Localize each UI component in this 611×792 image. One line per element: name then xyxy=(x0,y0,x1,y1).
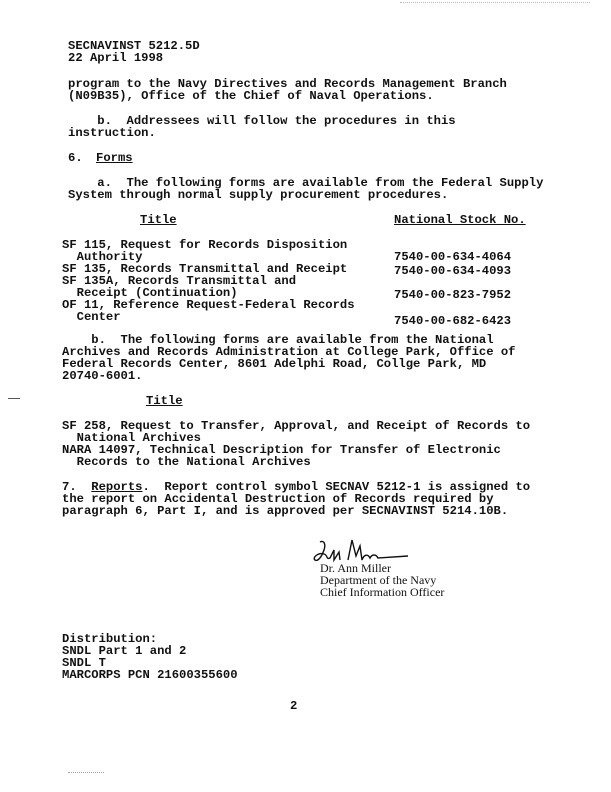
section-6b-line-4: 20740-6001. xyxy=(62,369,143,383)
table-a-title-header: Title xyxy=(140,213,177,227)
signer-name: Dr. Ann Miller xyxy=(320,561,391,575)
table-a-row-nsn: 7540-00-823-7952 xyxy=(394,288,512,302)
para-b-line-2: instruction. xyxy=(68,126,156,140)
intro-line-2: (N09B35), Office of the Chief of Naval Operations. xyxy=(68,89,434,103)
table-a-row-title-cont: Receipt (Continuation) xyxy=(62,286,238,300)
section-7-number: 7. xyxy=(62,480,77,494)
scan-mark-top xyxy=(400,2,590,3)
section-7-text: . Report control symbol SECNAV 5212-1 is assigned to xyxy=(142,480,531,494)
table-b-row-title-cont: National Archives xyxy=(62,431,201,445)
para-b-line-1: b. Addressees will follow the procedures in this xyxy=(68,114,456,128)
section-7-line-2: the report on Accidental Destruction of Records required by xyxy=(62,492,494,506)
distribution-label: Distribution: xyxy=(62,632,158,646)
table-a-row-title: SF 135, Records Transmittal and Receipt xyxy=(62,262,348,276)
table-a-row-title: SF 135A, Records Transmittal and xyxy=(62,274,297,288)
table-a-row-nsn: 7540-00-682-6423 xyxy=(394,314,512,328)
table-b-title-header: Title xyxy=(146,394,183,408)
distribution-item: MARCORPS PCN 21600355600 xyxy=(62,668,238,682)
scan-mark-left xyxy=(8,398,20,399)
table-b-row-title: SF 258, Request to Transfer, Approval, and Receipt of Records to xyxy=(62,419,531,433)
section-6a-line-2: System through normal supply procurement procedures. xyxy=(68,188,449,202)
instruction-id: SECNAVINST 5212.5D xyxy=(68,39,200,53)
scan-mark-bottom xyxy=(68,772,104,773)
section-7-line-3: paragraph 6, Part I, and is approved per SECNAVINST 5214.10B. xyxy=(62,504,509,518)
table-a-row-title-cont: Center xyxy=(62,310,121,324)
table-a-row-title: OF 11, Reference Request-Federal Records xyxy=(62,298,355,312)
section-6-title: Forms xyxy=(96,151,133,165)
table-a-row-title: SF 115, Request for Records Disposition xyxy=(62,238,348,252)
document-date: 22 April 1998 xyxy=(68,51,164,65)
section-6a-line-1: a. The following forms are available from the Federal Supply xyxy=(68,176,544,190)
table-b-row-title-cont: Records to the National Archives xyxy=(62,455,311,469)
section-7-title: Reports xyxy=(91,480,143,494)
signer-title-1: Department of the Navy xyxy=(320,573,437,587)
distribution-item: SNDL Part 1 and 2 xyxy=(62,644,187,658)
section-6b-line-3: Federal Records Center, 8601 Adelphi Road, Collge Park, MD xyxy=(62,357,487,371)
table-a-row-nsn: 7540-00-634-4093 xyxy=(394,264,512,278)
table-a-row-title-cont: Authority xyxy=(62,250,143,264)
page-number: 2 xyxy=(290,699,298,713)
section-6-number: 6. xyxy=(68,151,83,165)
table-a-nsn-header: National Stock No. xyxy=(394,213,526,227)
section-6b-line-2: Archives and Records Administration at College Park, Office of xyxy=(62,345,516,359)
table-a-row-nsn: 7540-00-634-4064 xyxy=(394,250,512,264)
signer-title-2: Chief Information Officer xyxy=(320,585,445,599)
intro-line-1: program to the Navy Directives and Records Management Branch xyxy=(68,77,507,91)
table-b-row-title: NARA 14097, Technical Description for Transfer of Electronic xyxy=(62,443,501,457)
section-6b-line-1: b. The following forms are available from the National xyxy=(62,333,494,347)
distribution-item: SNDL T xyxy=(62,656,106,670)
